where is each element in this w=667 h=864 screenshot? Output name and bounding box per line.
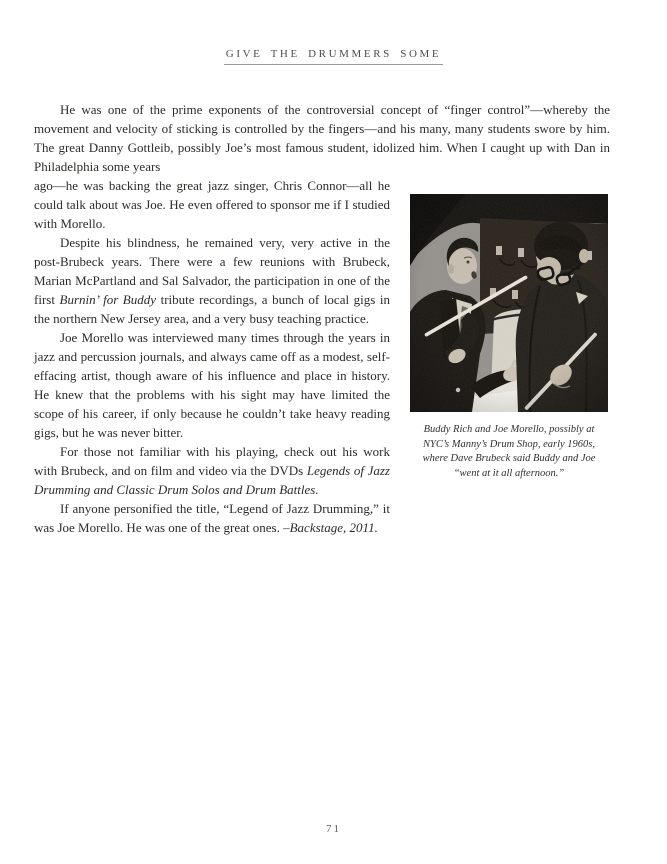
running-head: GIVE THE DRUMMERS SOME bbox=[224, 48, 443, 65]
photo-caption: Buddy Rich and Joe Morello, possibly at NYC’s Manny’s Drum Shop, early 1960s, where Dave Brubeck said Buddy and Joe “went at it all afternoon.” bbox=[422, 424, 596, 479]
photo-buddy-rich-joe-morello bbox=[410, 194, 608, 412]
page-number: 71 bbox=[326, 823, 341, 835]
running-head-container bbox=[0, 44, 667, 65]
intro-paragraph: He was one of the prime exponents of the controversial concept of “finger control”—whereby the movement and velocity of sticking is controlled by the fingers—and his many, many students swore by him. The great Danny Gottleib, possibly Joe’s most famous student, idolized him. When I caught up with Dan in Philadelphia some years bbox=[34, 102, 610, 174]
paragraph: If anyone personified the title, “Legend of Jazz Drumming,” it was Joe Morello. He was one of the great ones. –Backstage, 2011. bbox=[34, 501, 390, 535]
paragraph: Joe Morello was interviewed many times through the years in jazz and percussion journals, and always came off as a modest, self-effacing artist, though aware of his influence and place in history. He knew that the problems with his sight may have limited the scope of his career, if only because he couldn’t take heavy reading gigs, but he was never bitter. bbox=[34, 330, 390, 440]
paragraph: For those not familiar with his playing, check out his work with Brubeck, and on film and video via the DVDs Legends of Jazz Drumming and Classic Drum Solos and Drum Battles. bbox=[34, 444, 390, 497]
paragraph-continuation: ago—he was backing the great jazz singer, Chris Connor—all he could talk about was Joe. He even offered to sponsor me if I studied with Morello. bbox=[34, 178, 390, 231]
folio-container bbox=[0, 819, 667, 837]
text-column bbox=[34, 176, 390, 537]
photo-figure bbox=[410, 194, 608, 481]
paragraph: Despite his blindness, he remained very, very active in the post-Brubeck years. There were a few reunions with Brubeck, Marian McPartland and Sal Salvador, the participation in one of the first Burnin’ for Buddy tribute recordings, a bunch of local gigs in the northern New Jersey area, and a very busy teaching practice. bbox=[34, 235, 390, 326]
